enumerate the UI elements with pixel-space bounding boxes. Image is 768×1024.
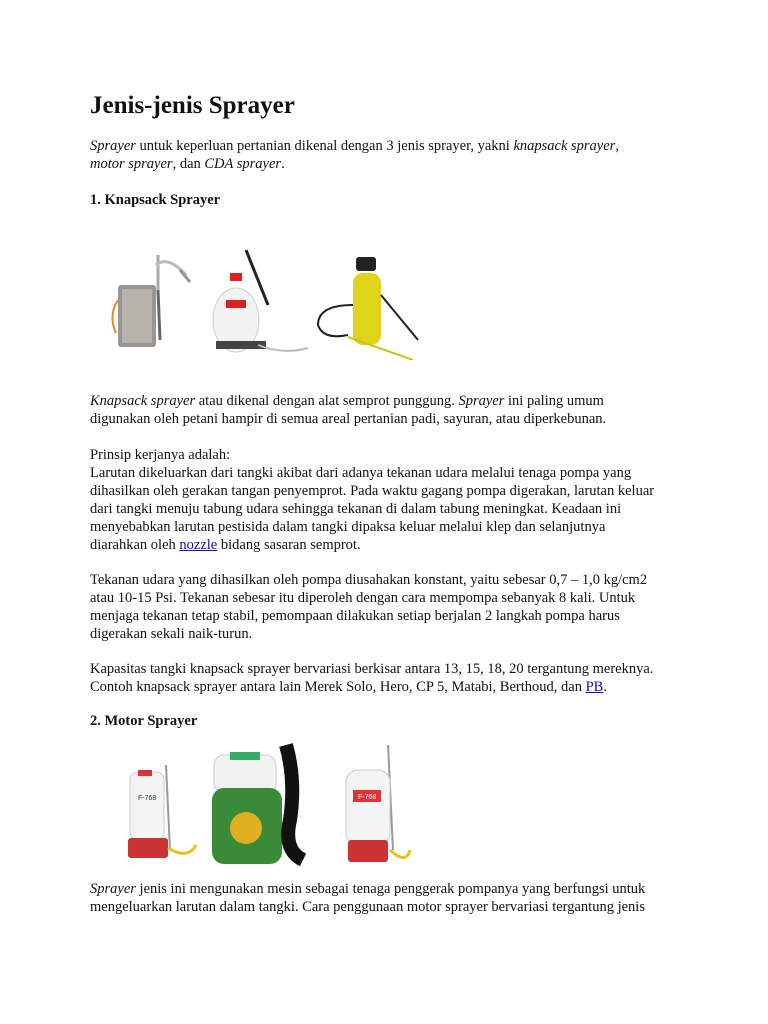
intro-em-cda: CDA sprayer [204,156,282,172]
pressure-line-4: digerakan sekali naik-turun. [90,626,253,642]
em-motor-sprayer: Sprayer [90,881,136,897]
knapsack-image-row [108,245,428,365]
page-title: Jenis-jenis Sprayer [90,92,295,119]
capacity-line-1: Kapasitas tangki knapsack sprayer bervariasi berkisar antara 13, 15, 18, 20 tergantung mereknya. [90,661,654,677]
knapsack-description [90,392,690,428]
motor-sprayer-images [108,740,418,868]
motor-sprayer-b [346,745,410,862]
principle-line-3: dihasilkan oleh gerakan tangan penyemprot. Pada waktu gagang pompa digerakan, larutan keluar [90,483,655,499]
principle-line-1: Prinsip kerjanya adalah: [90,447,231,463]
section-heading-knapsack: 1. Knapsack Sprayer [90,192,221,208]
principle-line-6a: diarahkan oleh [90,537,180,553]
intro-em-motor: motor sprayer [90,156,173,172]
capacity-line-2b: . [603,679,607,695]
knapsack-desc-text-2: ini paling umum [504,393,604,409]
em-sprayer: Sprayer [458,393,505,409]
motor-image-row [108,740,418,873]
sprayer-b-logo: F-768 [358,794,377,801]
principle-line-2: Larutan dikeluarkan dari tangki akibat dari adanya tekanan udara melalui tenaga pompa yang [90,465,632,481]
pressure-paragraph [90,571,690,643]
em-knapsack-sprayer: Knapsack sprayer [90,393,196,409]
white-knapsack-sprayer [213,250,308,352]
motor-sprayer-a [128,765,196,858]
capacity-line-2a: Contoh knapsack sprayer antara lain Merek Solo, Hero, CP 5, Matabi, Berthoud, dan [90,679,586,695]
motor-desc-text-1: jenis ini mengunakan mesin sebagai tenaga penggerak pompanya yang berfungsi untuk [135,881,646,897]
knapsack-desc-line-2: digunakan oleh petani hampir di semua areal pertanian padi, sayuran, atau diperkebunan. [90,411,607,427]
pressure-line-3: menjaga tekanan tetap stabil, pemompaan dilakukan setiap berjalan 2 langkah pompa harus [90,608,620,624]
intro-text-4: . [281,156,285,172]
knapsack-desc-text-1: atau dikenal dengan alat semprot punggung. [195,393,459,409]
principle-line-5: menyebabkan larutan pestisida dalam tangki dipaksa keluar melalui klep dan selanjutnya [90,519,606,535]
intro-em-sprayer: Sprayer [90,138,136,154]
intro-paragraph [90,137,690,173]
nozzle-link[interactable]: nozzle [179,537,218,553]
sprayer-a-logo: F-768 [138,795,157,802]
intro-text-3: , dan [172,156,205,172]
principle-line-4: dari tangki menuju tabung udara sehingga tekanan di dalam tabung meningkat. Keadaan ini [90,501,622,517]
knapsack-sprayer-images [108,245,428,360]
intro-em-knapsack: knapsack sprayer [513,138,616,154]
motor-desc-line-2: mengeluarkan larutan dalam tangki. Cara penggunaan motor sprayer bervariasi tergantung jenis [90,899,645,915]
motor-sprayer-green [212,745,303,864]
pressure-line-1: Tekanan udara yang dihasilkan oleh pompa diusahakan konstant, yaitu sebesar 0,7 – 1,0 kg/cm2 [90,572,648,588]
intro-text-1: untuk keperluan pertanian dikenal dengan 3 jenis sprayer, yakni [135,138,514,154]
motor-description [90,880,690,916]
principle-line-6b: bidang sasaran semprot. [217,537,361,553]
metal-knapsack-sprayer [112,255,190,347]
yellow-pressure-sprayer [318,257,418,360]
pressure-line-2: atau 10-15 Psi. Tekanan sebesar itu diperoleh dengan cara mempompa sebanyak 8 kali. Untuk [90,590,636,606]
capacity-paragraph [90,660,690,696]
working-principle-paragraph [90,446,690,554]
section-heading-motor: 2. Motor Sprayer [90,713,198,729]
intro-text-2: , [615,138,619,154]
pb-link[interactable]: PB [585,679,604,695]
